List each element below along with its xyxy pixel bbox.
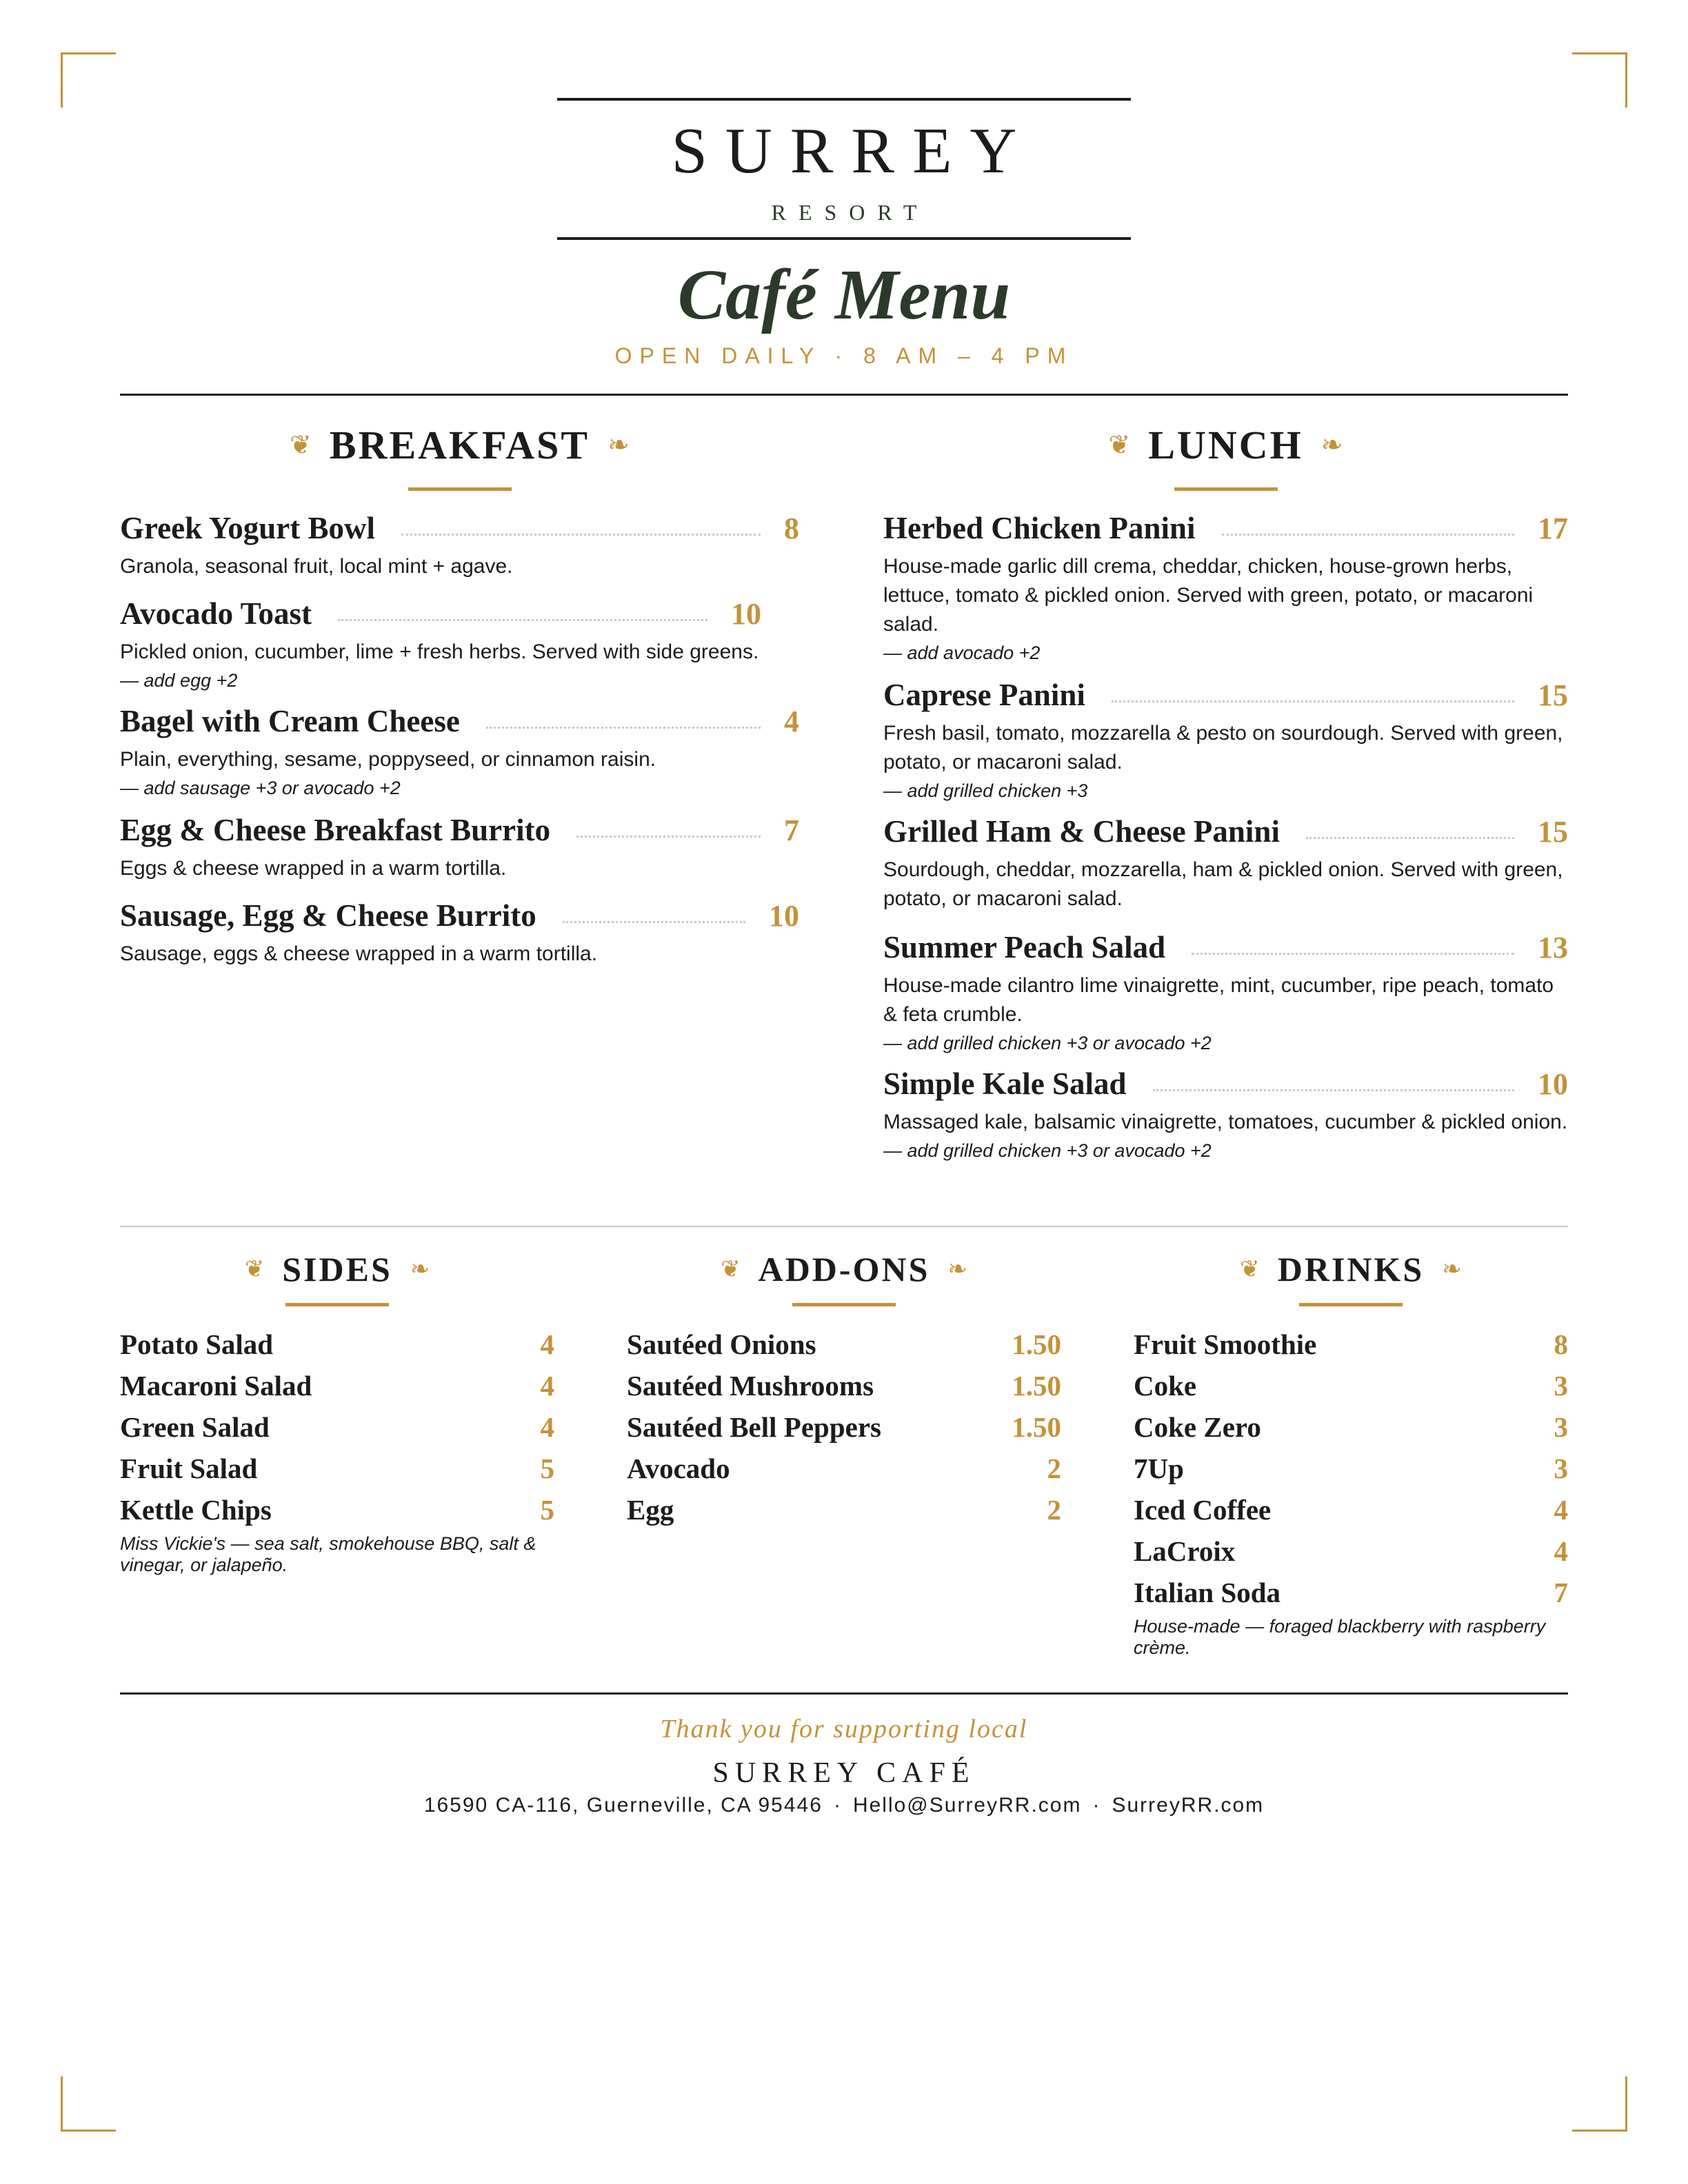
item-description: Granola, seasonal fruit, local mint + agave.	[120, 555, 513, 578]
item-price: 7	[784, 813, 799, 847]
item-name: Fruit Smoothie	[1134, 1328, 1317, 1360]
fleuron-left-icon: ❦	[721, 1257, 741, 1282]
item-description: Plain, everything, sesame, poppyseed, or cinnamon raisin.	[120, 748, 656, 771]
section-underline	[1299, 1303, 1403, 1306]
separator: ·	[1092, 1794, 1101, 1817]
item-name: Greek Yogurt Bowl	[120, 511, 375, 545]
item-name: Sautéed Onions	[627, 1328, 816, 1360]
item-price: 8	[784, 512, 799, 545]
list-item	[627, 1369, 1061, 1410]
leader-dots	[338, 619, 707, 621]
leader-dots	[1192, 953, 1514, 955]
item-price: 1.50	[1012, 1328, 1061, 1360]
item-price: 3	[1554, 1370, 1568, 1402]
item-addon: — add sausage +3 or avocado +2	[120, 778, 401, 798]
item-price: 4	[1554, 1535, 1568, 1567]
item-price: 10	[731, 597, 761, 631]
item-addon: — add grilled chicken +3 or avocado +2	[883, 1033, 1212, 1053]
item-description: House-made cilantro lime vinaigrette, mint, cucumber, ripe peach, tomato & feta crumble.	[883, 974, 1554, 1026]
list-item	[120, 1328, 554, 1369]
leader-dots	[401, 534, 761, 536]
menu-item	[120, 598, 761, 693]
item-price: 5	[540, 1453, 554, 1484]
address: 16590 CA-116, Guerneville, CA 95446	[423, 1794, 823, 1817]
divider-middle	[120, 1226, 1568, 1227]
brand-subtitle: RESORT	[771, 200, 930, 225]
item-price: 5	[540, 1494, 554, 1526]
item-price: 4	[1554, 1494, 1568, 1526]
leader-dots	[1306, 837, 1514, 839]
item-price: 17	[1538, 512, 1568, 545]
item-price: 1.50	[1012, 1370, 1061, 1402]
item-name: Herbed Chicken Panini	[883, 511, 1196, 545]
list-item	[1134, 1535, 1568, 1576]
section-title: LUNCH	[1148, 423, 1303, 467]
item-name: Egg	[627, 1494, 674, 1526]
addons-header	[627, 1249, 1061, 1306]
fleuron-right-icon: ❧	[1442, 1257, 1462, 1282]
item-name: LaCroix	[1134, 1535, 1236, 1567]
section-title: BREAKFAST	[329, 423, 590, 467]
list-item	[1134, 1328, 1568, 1369]
section-underline	[285, 1303, 389, 1306]
item-addon: — add grilled chicken +3 or avocado +2	[883, 1140, 1212, 1161]
list-item	[1134, 1369, 1568, 1410]
fleuron-left-icon: ❦	[1108, 431, 1131, 460]
website-link[interactable]: SurreyRR.com	[1112, 1794, 1265, 1817]
item-name: Macaroni Salad	[120, 1370, 312, 1402]
item-price: 4	[540, 1328, 554, 1360]
item-price: 3	[1554, 1411, 1568, 1443]
item-description: Pickled onion, cucumber, lime + fresh herbs. Served with side greens.	[120, 640, 759, 663]
item-name: Simple Kale Salad	[883, 1066, 1127, 1101]
cafe-name: SURREY CAFÉ	[712, 1757, 976, 1789]
fleuron-right-icon: ❧	[947, 1257, 967, 1282]
item-name: Sausage, Egg & Cheese Burrito	[120, 898, 536, 933]
item-name: Iced Coffee	[1134, 1494, 1272, 1526]
item-price: 10	[769, 899, 799, 933]
item-description: Massaged kale, balsamic vinaigrette, tomatoes, cucumber & pickled onion.	[883, 1111, 1568, 1133]
leader-dots	[486, 727, 761, 729]
item-name: Italian Soda	[1134, 1577, 1281, 1608]
item-name: Grilled Ham & Cheese Panini	[883, 814, 1280, 849]
fleuron-right-icon: ❧	[410, 1257, 430, 1282]
item-description: Sausage, eggs & cheese wrapped in a warm tortilla.	[120, 942, 598, 965]
fleuron-left-icon: ❦	[244, 1257, 265, 1282]
menu-item	[883, 816, 1568, 913]
leader-dots	[1153, 1089, 1514, 1091]
item-price: 15	[1538, 678, 1568, 712]
lunch-list	[883, 0, 1568, 1213]
corner-ornament-top-left	[61, 52, 116, 108]
menu-item	[120, 815, 799, 883]
item-name: Coke	[1134, 1370, 1197, 1402]
item-name: Fruit Salad	[120, 1453, 258, 1484]
sides-header	[120, 1249, 554, 1306]
item-name: Avocado	[627, 1453, 730, 1484]
brand-name: SURREY	[671, 115, 1035, 187]
drinks-header	[1134, 1249, 1568, 1306]
menu-item	[120, 900, 799, 969]
sides-list	[120, 1328, 554, 1576]
fleuron-right-icon: ❧	[1320, 431, 1343, 460]
list-item	[120, 1452, 554, 1493]
item-name: Sautéed Mushrooms	[627, 1370, 874, 1402]
item-name: Coke Zero	[1134, 1411, 1261, 1443]
item-price: 1.50	[1012, 1411, 1061, 1443]
item-description: House-made garlic dill crema, cheddar, chicken, house-grown herbs, lettuce, tomato & pickled onion. Served with green, potato, or macaroni salad.	[883, 555, 1534, 636]
item-price: 4	[784, 705, 799, 738]
leader-dots	[1112, 700, 1514, 702]
item-price: 8	[1554, 1328, 1568, 1360]
list-item	[627, 1493, 1061, 1535]
email-link[interactable]: Hello@SurreyRR.com	[852, 1794, 1082, 1817]
corner-ornament-bottom-right	[1572, 2076, 1627, 2132]
menu-title: Café Menu	[677, 255, 1011, 334]
item-note: House-made — foraged blackberry with raspberry crème.	[1134, 1616, 1546, 1658]
menu-item	[883, 680, 1568, 803]
item-name: Caprese Panini	[883, 678, 1085, 712]
list-item	[1134, 1410, 1568, 1452]
menu-item	[120, 706, 799, 800]
divider-bottom	[120, 1692, 1568, 1695]
breakfast-list	[120, 0, 799, 965]
item-name: Summer Peach Salad	[883, 930, 1166, 964]
menu-item	[120, 513, 799, 581]
section-title: SIDES	[282, 1250, 392, 1288]
item-price: 4	[540, 1411, 554, 1443]
section-underline	[792, 1303, 896, 1306]
contact-line	[120, 1794, 1568, 1817]
item-name: 7Up	[1134, 1453, 1184, 1484]
menu-item	[883, 513, 1568, 665]
menu-item	[883, 1066, 1568, 1163]
item-price: 2	[1047, 1453, 1061, 1484]
item-price: 4	[540, 1370, 554, 1402]
item-price: 2	[1047, 1494, 1061, 1526]
item-addon: — add grilled chicken +3	[883, 780, 1088, 801]
fleuron-left-icon: ❦	[290, 431, 312, 460]
corner-ornament-top-right	[1572, 52, 1627, 108]
list-item	[120, 1493, 554, 1535]
list-item	[627, 1452, 1061, 1493]
list-item	[1134, 1452, 1568, 1493]
corner-ornament-bottom-left	[61, 2076, 116, 2132]
item-name: Sautéed Bell Peppers	[627, 1411, 881, 1443]
section-title: DRINKS	[1277, 1250, 1425, 1288]
leader-dots	[1222, 534, 1514, 536]
menu-item	[883, 932, 1568, 1055]
item-addon: — add avocado +2	[883, 643, 1041, 663]
fleuron-right-icon: ❧	[607, 431, 630, 460]
item-price: 10	[1538, 1067, 1568, 1101]
item-price: 13	[1538, 931, 1568, 964]
item-name: Avocado Toast	[120, 596, 312, 631]
item-price: 15	[1538, 815, 1568, 849]
list-item	[120, 1410, 554, 1452]
list-item	[627, 1410, 1061, 1452]
item-name: Bagel with Cream Cheese	[120, 704, 460, 738]
item-price: 3	[1554, 1453, 1568, 1484]
drinks-list	[1134, 1328, 1568, 1659]
item-addon: — add egg +2	[120, 670, 238, 691]
item-name: Egg & Cheese Breakfast Burrito	[120, 813, 551, 847]
item-name: Potato Salad	[120, 1328, 274, 1360]
item-description: Eggs & cheese wrapped in a warm tortilla.	[120, 857, 507, 880]
item-price: 7	[1554, 1577, 1568, 1608]
list-item	[1134, 1493, 1568, 1535]
item-name: Green Salad	[120, 1411, 270, 1443]
item-description: Fresh basil, tomato, mozzarella & pesto on sourdough. Served with green, potato, or macaroni salad.	[883, 722, 1563, 774]
fleuron-left-icon: ❦	[1240, 1257, 1260, 1282]
item-note: Miss Vickie's — sea salt, smokehouse BBQ, salt & vinegar, or jalapeño.	[120, 1533, 536, 1575]
opening-hours: OPEN DAILY · 8 AM – 4 PM	[614, 343, 1074, 368]
separator: ·	[833, 1794, 842, 1817]
leader-dots	[576, 836, 761, 838]
thanks-message: Thank you for supporting local	[660, 1715, 1028, 1743]
section-title: ADD-ONS	[758, 1250, 930, 1288]
list-item	[1134, 1576, 1568, 1617]
item-description: Sourdough, cheddar, mozzarella, ham & pickled onion. Served with green, potato, or macaroni salad.	[883, 858, 1563, 910]
leader-dots	[563, 921, 745, 923]
addons-list	[627, 1328, 1061, 1535]
list-item	[627, 1328, 1061, 1369]
item-name: Kettle Chips	[120, 1494, 272, 1526]
list-item	[120, 1369, 554, 1410]
